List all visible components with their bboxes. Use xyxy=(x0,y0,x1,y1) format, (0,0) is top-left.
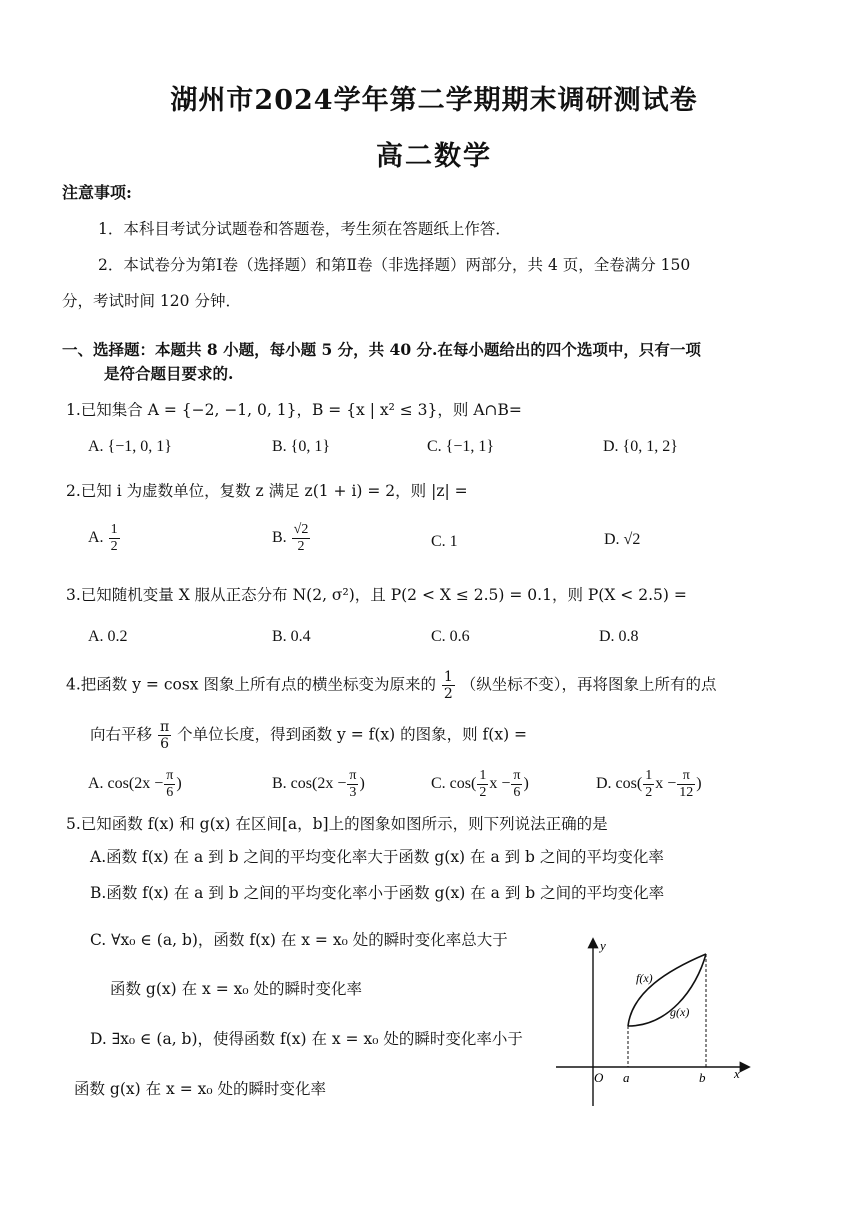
g-curve-label: g(x) xyxy=(670,1005,690,1019)
x-axis-label: x xyxy=(734,1066,740,1081)
q1-option-d: D. {0, 1, 2} xyxy=(603,438,678,455)
q4-option-d-denominator-1: 2 xyxy=(645,785,653,800)
q4-option-c-denominator-1: 2 xyxy=(479,785,487,800)
q1-stem: 1.已知集合 A = {−2, −1, 0, 1}，B = {x | x² ≤ 3}，则 A∩B= xyxy=(66,401,522,419)
q2-option-a xyxy=(88,522,121,555)
q2-stem: 2.已知 i 为虚数单位，复数 z 满足 z(1 + i) = 2，则 |z| = xyxy=(66,482,468,500)
q5-option-d-line1: D. ∃x₀ ∈ (a, b)，使得函数 f(x) 在 x = x₀ 处的瞬时变化率小于 xyxy=(90,1030,523,1048)
q4-option-d-fraction-2 xyxy=(677,768,695,801)
q4-option-c-numerator-1: 1 xyxy=(479,768,487,783)
q4-option-b-pre: B. cos(2x − xyxy=(272,775,347,793)
q4-option-b-denominator: 3 xyxy=(349,785,357,800)
notice-item-2-line2: 分，考试时间 120 分钟． xyxy=(62,292,241,310)
q4-option-d-numerator-1: 1 xyxy=(645,768,653,783)
q4-option-d-mid: x − xyxy=(655,775,677,793)
q5-option-c-line2: 函数 g(x) 在 x = x₀ 处的瞬时变化率 xyxy=(110,980,363,998)
q4-option-d-fraction-1 xyxy=(643,768,654,801)
notice-heading: 注意事项: xyxy=(62,183,132,202)
q5-option-b: B.函数 f(x) 在 a 到 b 之间的平均变化率小于函数 g(x) 在 a 到 b 之间的平均变化率 xyxy=(90,884,665,902)
q4-option-c-mid: x − xyxy=(489,775,511,793)
q4-option-c-fraction-2 xyxy=(511,768,522,801)
page-subtitle: 高二数学 xyxy=(376,141,492,172)
q4-option-d-numerator-2: π xyxy=(677,768,695,785)
b-tick-label: b xyxy=(699,1070,706,1085)
q3-option-c: C. 0.6 xyxy=(431,628,470,645)
notice-item-2-line1: 2．本试卷分为第Ⅰ卷（选择题）和第Ⅱ卷（非选择题）两部分，共 4 页，全卷满分 150 xyxy=(98,256,691,274)
y-axis-label: y xyxy=(600,938,606,953)
q2-option-b-denominator: 2 xyxy=(297,539,305,554)
q4-option-b-post: ) xyxy=(359,775,365,793)
q2-option-a-fraction xyxy=(109,522,120,555)
q2-option-b-numerator: √2 xyxy=(293,522,309,537)
section1-heading: 一、选择题：本题共 8 小题，每小题 5 分，共 40 分.在每小题给出的四个选项中，只有一项 xyxy=(62,340,701,359)
q4-stem-half-denominator: 2 xyxy=(443,686,453,702)
q2-option-a-label: A. xyxy=(88,529,104,547)
q5-option-d-line2: 函数 g(x) 在 x = x₀ 处的瞬时变化率 xyxy=(74,1080,327,1098)
page-title: 湖州市2024学年第二学期期末调研测试卷 xyxy=(170,85,698,116)
q4-stem-line1-pre: 4.把函数 y = cosx 图象上所有点的横坐标变为原来的 xyxy=(66,675,436,694)
q4-stem-fraction-half xyxy=(442,669,455,702)
q3-option-b: B. 0.4 xyxy=(272,628,311,645)
q4-stem-pi-numerator: π xyxy=(159,719,170,735)
q4-option-a-fraction xyxy=(164,768,175,801)
q5-option-a: A.函数 f(x) 在 a 到 b 之间的平均变化率大于函数 g(x) 在 a 到 b 之间的平均变化率 xyxy=(90,848,664,866)
q4-stem-fraction-pi6 xyxy=(158,719,171,752)
f-curve-label: f(x) xyxy=(636,971,653,985)
q4-option-a-pre: A. cos(2x − xyxy=(88,775,164,793)
q4-option-c-denominator-2: 6 xyxy=(513,785,521,800)
q4-option-a-post: ) xyxy=(176,775,182,793)
q5-stem: 5.已知函数 f(x) 和 g(x) 在区间[a，b]上的图象如图所示，则下列说法正确的是 xyxy=(66,815,608,833)
section1-heading-line2: 是符合题目要求的. xyxy=(104,364,234,383)
q3-option-d: D. 0.8 xyxy=(599,628,639,645)
q5-figure xyxy=(548,930,758,1110)
q4-option-c-post: ) xyxy=(523,775,529,793)
q4-stem-line2-post: 个单位长度，得到函数 y = f(x) 的图象，则 f(x) = xyxy=(177,725,528,744)
q1-option-c: C. {−1, 1} xyxy=(427,438,495,455)
origin-label: O xyxy=(594,1070,604,1085)
q4-stem-line1-post: （纵坐标不变），再将图象上所有的点 xyxy=(460,675,717,694)
g-curve xyxy=(628,954,706,1026)
q3-option-a: A. 0.2 xyxy=(88,628,128,645)
q4-option-a xyxy=(88,768,182,801)
q2-option-b-fraction xyxy=(292,522,311,555)
q5-option-c-line1: C. ∀x₀ ∈ (a, b)，函数 f(x) 在 x = x₀ 处的瞬时变化率总大于 xyxy=(90,931,508,949)
q2-option-b xyxy=(272,522,311,555)
q4-stem-line2 xyxy=(90,719,527,752)
q4-option-a-denominator: 6 xyxy=(166,785,174,800)
q4-option-b-fraction xyxy=(347,768,358,801)
q1-option-a: A. {−1, 0, 1} xyxy=(88,438,172,455)
q2-option-b-label: B. xyxy=(272,529,287,547)
q4-option-d-pre: D. cos( xyxy=(596,775,643,793)
q4-option-c-fraction-1 xyxy=(477,768,488,801)
a-tick-label: a xyxy=(623,1070,630,1085)
q4-option-b xyxy=(272,768,365,801)
q4-stem-pi-denominator: 6 xyxy=(160,736,170,752)
notice-item-1: 1．本科目考试分试题卷和答题卷，考生须在答题纸上作答． xyxy=(98,220,511,238)
q4-option-c xyxy=(431,768,529,801)
q2-option-a-denominator: 2 xyxy=(110,539,118,554)
q4-stem-half-numerator: 1 xyxy=(443,669,453,685)
q1-option-b: B. {0, 1} xyxy=(272,438,331,455)
q4-option-d xyxy=(596,768,702,801)
q4-stem-line1 xyxy=(66,669,717,702)
q4-option-c-numerator-2: π xyxy=(513,768,521,783)
f-curve xyxy=(628,954,706,1026)
q4-option-c-pre: C. cos( xyxy=(431,775,477,793)
q4-option-d-post: ) xyxy=(696,775,702,793)
q2-option-d: D. √2 xyxy=(604,531,641,548)
q2-option-a-numerator: 1 xyxy=(110,522,118,537)
q4-option-b-numerator: π xyxy=(349,768,357,783)
q3-stem: 3.已知随机变量 X 服从正态分布 N(2, σ²)，且 P(2 < X ≤ 2.5) = 0.1，则 P(X < 2.5) = xyxy=(66,586,687,604)
q4-option-d-denominator-2: 12 xyxy=(679,785,694,800)
q2-option-c: C. 1 xyxy=(431,533,458,550)
q4-stem-line2-pre: 向右平移 xyxy=(90,725,153,744)
q4-option-a-numerator: π xyxy=(166,768,174,783)
